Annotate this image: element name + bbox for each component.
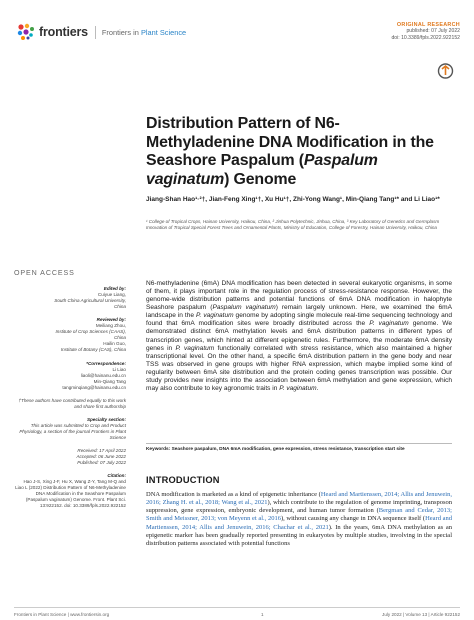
journal-logo[interactable] — [16, 21, 186, 43]
doi-link[interactable]: doi: 10.3389/fpls.2022.922152 — [391, 34, 460, 41]
affiliations: ¹ College of Tropical Crops, Hainan University, Haikou, China, ² Jinhua Polytechnic, Jinhua, China, ³ Key Laboratory of Genetics and Germplasm Innovation of Tropical Special Forest Trees and Ornamental Plants, Ministry of Education, College of Forestry, Hainan University, Haikou, China — [146, 219, 440, 231]
open-access-label: OPEN ACCESS — [14, 269, 75, 277]
divider — [95, 26, 96, 39]
page-number: 1 — [261, 612, 264, 617]
article-title: Distribution Pattern of N6-Methyladenine DNA Modification in the Seashore Paspalum (Paspalum vaginatum) Genome — [146, 115, 434, 188]
introduction-text: DNA modification is marketed as a kind of epigenetic inheritance (Heard and Martienssen, 2014; Allis and Jenuwein, 2016; Zhang H. et al., 2018; Wang et al., 2021), which contribute to the regulation of genome imprinting, transposon suppression, gene expression, embryonic development, and human tumor formation (Bergman and Cedar, 2013; Smith and Meissner, 2013; von Meyenn et al., 2016), without causing any change in DNA sequence itself (Heard and Martienssen, 2014; Allis and Jenuwein, 2016; Chachar et al., 2021). In the years, 6mA DNA methylation as an epigenetic marker has been gradually reported presenting in eukaryotes by multiple studies, involving in the special distribution patterns associated with potential functions — [146, 491, 453, 547]
specialty-section: Specialty section: This article was submitted to Crop and Product Physiology, a section of the journal Frontiers in Plant Science — [19, 416, 126, 440]
citation-link[interactable]: Heard and Martienssen, 2014; Allis and Jenuwein, 2016; Zhang H. et al., 2018; Wang et al., 2021 — [146, 491, 452, 507]
check-updates-icon — [437, 63, 454, 85]
abstract: N6-methyladenine (6mA) DNA modification has been detected in several eukaryotic organisms, in some of them, it plays important role in the regulation process of stress-resistance response. However, the genome-wide distribution patterns and potential functions of 6mA DNA modification in halophyte Seashore paspalum (Paspalum vaginatum) remain largely unknown. Here, we examined the 6mA landscape in the P. vaginatum genome by adopting single molecule real-time sequencing technology and found that 6mA modification sites were broadly distributed across the P. vaginatum genome. We demonstrated distinct 6mA methylation levels and 6mA distribution patterns in different types of transcription genes, which hinted at different epigenetic rules. Furthermore, the moderate 6mA density genes in P. vaginatum functionally correlated with stress resistance, which also maintained a higher transcriptional level. On the other hand, a specific 6mA distribution pattern in the gene body and near TSS was observed in gene groups with higher RNA expression, which maybe implied some kind of regularity between 6mA site distribution and the protein coding genes transcription was possible. Our study provides new insights into the association between 6mA methylation and gene expression, which may also contribute to key agronomic traits in P. vaginatum. — [146, 280, 452, 393]
check-for-updates-button[interactable] — [437, 63, 454, 85]
footer-journal-link[interactable]: Frontiers in Plant Science | www.frontiersin.org — [14, 612, 110, 617]
equal-contribution-note: †These authors have contributed equally to this work and share first authorship — [18, 397, 126, 409]
frontiers-logo-icon — [16, 22, 36, 42]
article-type: ORIGINAL RESEARCH — [396, 22, 460, 28]
published-date: published: 07 July 2022 — [406, 28, 460, 35]
journal-name: Frontiers in Plant Science — [101, 27, 187, 37]
article-info-sidebar — [14, 270, 126, 516]
brand-name: frontiers — [39, 25, 88, 39]
author-list: Jiang-Shan Hao¹·²†, Jian-Feng Xing¹†, Xu Hu¹†, Zhi-Yong Wang¹, Min-Qiang Tang¹* and Li Liao¹* — [146, 196, 440, 203]
divider — [146, 443, 452, 444]
article-meta — [391, 22, 460, 41]
dates-section: Received: 17 April 2022 Accepted: 06 June 2022 Published: 07 July 2022 — [76, 448, 126, 466]
divider — [14, 607, 460, 608]
citation-section: Citation: Hao J-S, Xing J-F, Hu X, Wang Z-Y, Tang M-Q and Liao L (2022) Distribution Pattern of N6-Methyladenine DNA Modification in the Seashore Paspalum (Paspalum vaginatum) Genome. Front. Plant Sci. 13:922152. doi: 10.3389/fpls.2022.922152 — [15, 473, 126, 509]
edited-by-section: Edited by: Cuiyue Liang, South China Agricultural University, China — [54, 286, 126, 310]
footer-volume-info: July 2022 | Volume 13 | Article 922152 — [382, 612, 460, 617]
page-footer — [14, 612, 460, 619]
section-heading: INTRODUCTION — [146, 475, 220, 485]
citation-link[interactable]: Bergman and Cedar, 2013; Smith and Meissner, 2013; von Meyenn et al., 2016 — [146, 507, 452, 523]
email-link[interactable]: tangminqiang@hainanu.edu.cn — [62, 384, 126, 390]
correspondence-section: *Correspondence: Li Liao liaoli@hainanu.edu.cn Min-Qiang Tang tangminqiang@hainanu.edu.cn — [14, 361, 126, 391]
citation-link[interactable]: Heard and Martienssen, 2014; Allis and Jenuwein, 2016; Chachar et al., 2021 — [146, 515, 452, 531]
reviewed-by-section: Reviewed by: Meiliang Zhou, Institute of Crop Sciences (CAAS), China Hailin Guo, Institute of Botany (CAS), China — [55, 317, 126, 353]
email-link[interactable]: liaoli@hainanu.edu.cn — [80, 372, 126, 378]
keywords: Keywords: Seashore paspalum, DNA 6mA modification, gene expression, stress resistance, transcription start site — [146, 447, 405, 452]
